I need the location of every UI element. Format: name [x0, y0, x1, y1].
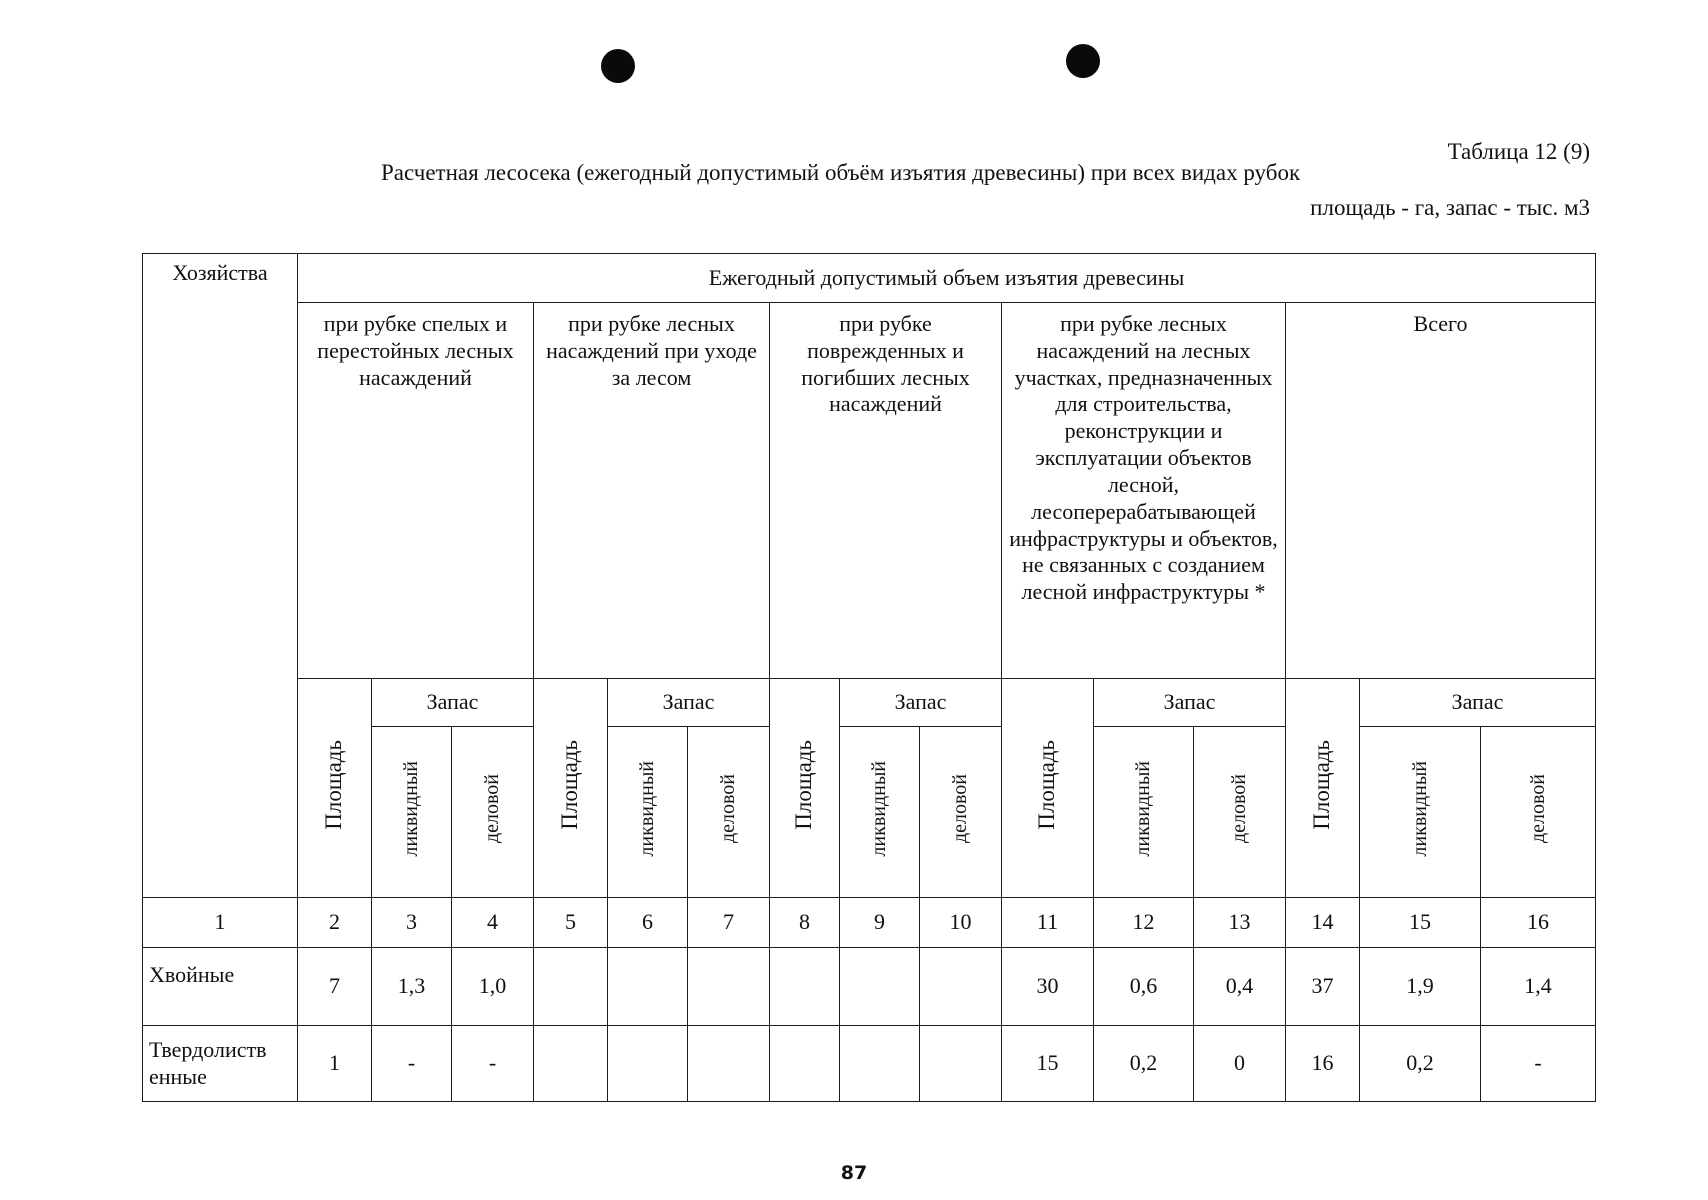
table-cell [840, 1026, 920, 1102]
column-number: 4 [452, 898, 534, 948]
table-cell: 1,9 [1360, 948, 1481, 1026]
column-number: 5 [534, 898, 608, 948]
column-number: 3 [372, 898, 452, 948]
table-cell: 7 [298, 948, 372, 1026]
col-header-commercial: деловой [1481, 727, 1596, 898]
table-cell: 0,2 [1360, 1026, 1481, 1102]
allowable-cut-table [142, 253, 1596, 1102]
punch-hole [601, 49, 635, 83]
col-header-liquid: ликвидный [608, 727, 688, 898]
table-cell [534, 948, 608, 1026]
table-cell [770, 1026, 840, 1102]
row-label-hardwoods: Твердолиств енные [143, 1026, 298, 1102]
table-row [143, 1026, 1596, 1102]
punch-hole [1066, 44, 1100, 78]
col-header-liquid: ликвидный [372, 727, 452, 898]
table-cell [608, 948, 688, 1026]
column-number: 1 [143, 898, 298, 948]
header-row-1 [143, 254, 1596, 303]
table-cell [920, 948, 1002, 1026]
col-header-stock: Запас [1094, 679, 1286, 727]
table-cell: 30 [1002, 948, 1094, 1026]
group-header-total: Всего [1286, 303, 1596, 679]
col-header-commercial: деловой [688, 727, 770, 898]
table-cell: - [372, 1026, 452, 1102]
col-header-area: Площадь [770, 679, 840, 898]
table-cell: 0,2 [1094, 1026, 1194, 1102]
column-number: 9 [840, 898, 920, 948]
document-title: Расчетная лесосека (ежегодный допустимый объём изъятия древесины) при всех видах рубок [381, 160, 1301, 185]
table-cell: 1 [298, 1026, 372, 1102]
col-header-stock: Запас [1360, 679, 1596, 727]
column-number: 16 [1481, 898, 1596, 948]
header-row-3 [143, 679, 1596, 727]
col-header-liquid: ликвидный [1094, 727, 1194, 898]
col-header-area: Площадь [298, 679, 372, 898]
column-number: 8 [770, 898, 840, 948]
column-number: 15 [1360, 898, 1481, 948]
column-number: 11 [1002, 898, 1094, 948]
table-cell: - [452, 1026, 534, 1102]
column-number: 14 [1286, 898, 1360, 948]
table-cell: 15 [1002, 1026, 1094, 1102]
col-header-stock: Запас [372, 679, 534, 727]
column-number-row [143, 898, 1596, 948]
col-header-farms: Хозяйства [143, 254, 298, 898]
table-cell: 1,0 [452, 948, 534, 1026]
col-header-liquid: ликвидный [1360, 727, 1481, 898]
table-cell [840, 948, 920, 1026]
col-header-commercial: деловой [452, 727, 534, 898]
table-cell [608, 1026, 688, 1102]
column-number: 7 [688, 898, 770, 948]
table-cell: 0 [1194, 1026, 1286, 1102]
table-cell [688, 948, 770, 1026]
main-header: Ежегодный допустимый объем изъятия древесины [298, 254, 1596, 303]
column-number: 2 [298, 898, 372, 948]
table-cell [688, 1026, 770, 1102]
table-row [143, 948, 1596, 1026]
table-cell: 37 [1286, 948, 1360, 1026]
table-number: Таблица 12 (9) [1447, 139, 1590, 164]
table-cell: 0,6 [1094, 948, 1194, 1026]
column-number: 6 [608, 898, 688, 948]
col-header-area: Площадь [1286, 679, 1360, 898]
col-header-area: Площадь [1002, 679, 1094, 898]
units-note: площадь - га, запас - тыс. м3 [1310, 195, 1590, 220]
group-header-thinning: при рубке лесных насаждений при уходе за лесом [534, 303, 770, 679]
column-number: 10 [920, 898, 1002, 948]
header-row-2 [143, 303, 1596, 679]
col-header-stock: Запас [840, 679, 1002, 727]
table-cell: 16 [1286, 1026, 1360, 1102]
table-cell: 0,4 [1194, 948, 1286, 1026]
col-header-commercial: деловой [920, 727, 1002, 898]
table-cell: - [1481, 1026, 1596, 1102]
table-cell: 1,4 [1481, 948, 1596, 1026]
group-header-mature-cutting: при рубке спелых и перестойных лесных насаждений [298, 303, 534, 679]
table-cell [534, 1026, 608, 1102]
col-header-commercial: деловой [1194, 727, 1286, 898]
table-cell [920, 1026, 1002, 1102]
group-header-damaged-stands: при рубке поврежденных и погибших лесных насаждений [770, 303, 1002, 679]
col-header-liquid: ликвидный [840, 727, 920, 898]
column-number: 12 [1094, 898, 1194, 948]
table-cell: 1,3 [372, 948, 452, 1026]
col-header-stock: Запас [608, 679, 770, 727]
row-label-conifers: Хвойные [143, 948, 298, 1026]
column-number: 13 [1194, 898, 1286, 948]
group-header-construction-sites: при рубке лесных насаждений на лесных участках, предназначенных для строительства, реконструкции и эксплуатации объектов лесной, лесоперерабатывающей инфраструктуры и объектов, не связанных с созданием лесной инфраструктуры * [1002, 303, 1286, 679]
page-number: 87 [840, 1162, 868, 1184]
col-header-area: Площадь [534, 679, 608, 898]
table-cell [770, 948, 840, 1026]
